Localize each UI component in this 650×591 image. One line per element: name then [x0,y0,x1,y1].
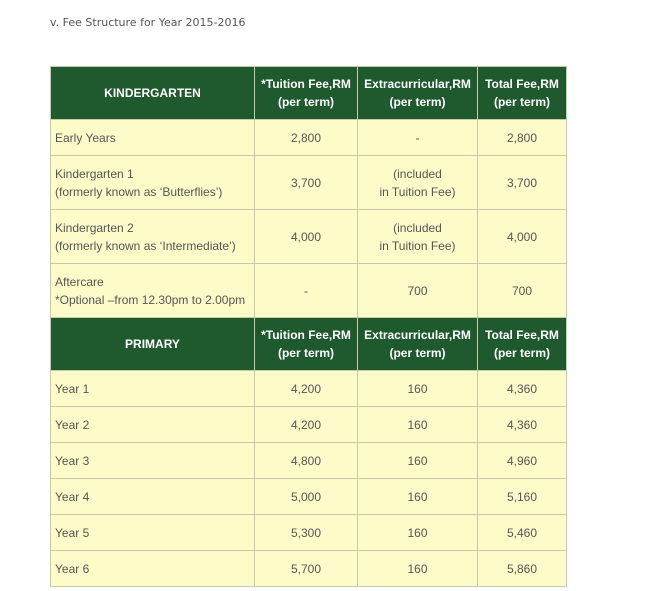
tuition-cell: 4,000 [255,210,358,264]
tuition-header-label: *Tuition Fee,RM [261,77,351,91]
total-cell: 700 [478,264,567,318]
extra-header-label: Extracurricular,RM [364,77,471,91]
extracurricular-column-header [358,318,478,371]
primary-header-row [51,318,567,371]
table-row [51,479,567,515]
total-cell: 4,960 [478,443,567,479]
extracurricular-cell [358,156,478,210]
table-row [51,210,567,264]
page-heading: v. Fee Structure for Year 2015-2016 [50,16,246,29]
tuition-header-sub: (per term) [277,346,334,360]
table-row [51,515,567,551]
tuition-cell: 5,000 [255,479,358,515]
kindergarten-header-row [51,67,567,120]
table-row [51,264,567,318]
total-cell: 5,160 [478,479,567,515]
total-cell: 4,360 [478,407,567,443]
row-name: Aftercare [55,274,104,289]
extracurricular-cell: 160 [358,407,478,443]
extracurricular-cell: 160 [358,551,478,587]
total-cell: 4,360 [478,371,567,407]
extracurricular-cell: 160 [358,443,478,479]
extracurricular-column-header [358,67,478,120]
row-name-cell [51,210,255,264]
tuition-column-header [255,318,358,371]
total-header-sub: (per term) [493,95,550,109]
extra-header-sub: (per term) [389,346,446,360]
total-header-sub: (per term) [493,346,550,360]
table-row [51,156,567,210]
row-name: Kindergarten 1 [55,166,134,181]
extra-header-label: Extracurricular,RM [364,328,471,342]
primary-section-label: PRIMARY [51,318,255,371]
total-cell: 4,000 [478,210,567,264]
tuition-cell: 5,700 [255,551,358,587]
tuition-cell: 3,700 [255,156,358,210]
tuition-cell: 5,300 [255,515,358,551]
extracurricular-cell: 160 [358,371,478,407]
table-row [51,120,567,156]
tuition-header-sub: (per term) [277,95,334,109]
row-name-cell [51,156,255,210]
tuition-cell: 4,200 [255,371,358,407]
row-name-cell [51,264,255,318]
total-cell: 5,860 [478,551,567,587]
row-note: (formerly known as ‘Intermediate’) [55,238,236,253]
table-row [51,551,567,587]
total-cell: 2,800 [478,120,567,156]
row-name: Year 2 [51,407,255,443]
tuition-cell: 2,800 [255,120,358,156]
extra-note: in Tuition Fee) [379,184,456,199]
row-name: Year 5 [51,515,255,551]
extra-note: in Tuition Fee) [379,238,456,253]
extracurricular-cell: - [358,120,478,156]
row-name: Year 1 [51,371,255,407]
fee-structure-table [50,66,567,587]
total-column-header [478,318,567,371]
extra-header-sub: (per term) [389,95,446,109]
total-header-label: Total Fee,RM [485,77,559,91]
extracurricular-cell: 160 [358,515,478,551]
row-name: Year 4 [51,479,255,515]
row-name: Year 3 [51,443,255,479]
row-name: Early Years [51,120,255,156]
total-cell: 5,460 [478,515,567,551]
row-name: Year 6 [51,551,255,587]
total-column-header [478,67,567,120]
kindergarten-section-label: KINDERGARTEN [51,67,255,120]
extracurricular-cell [358,210,478,264]
tuition-header-label: *Tuition Fee,RM [261,328,351,342]
tuition-cell: - [255,264,358,318]
extracurricular-cell: 160 [358,479,478,515]
extra-value: (included [393,166,442,181]
tuition-cell: 4,200 [255,407,358,443]
extra-value: (included [393,220,442,235]
extracurricular-cell: 700 [358,264,478,318]
row-note: (formerly known as ‘Butterflies’) [55,184,223,199]
table-row [51,443,567,479]
row-note: *Optional –from 12.30pm to 2.00pm [55,292,246,307]
table-row [51,371,567,407]
row-name: Kindergarten 2 [55,220,134,235]
tuition-column-header [255,67,358,120]
total-cell: 3,700 [478,156,567,210]
table-row [51,407,567,443]
tuition-cell: 4,800 [255,443,358,479]
total-header-label: Total Fee,RM [485,328,559,342]
